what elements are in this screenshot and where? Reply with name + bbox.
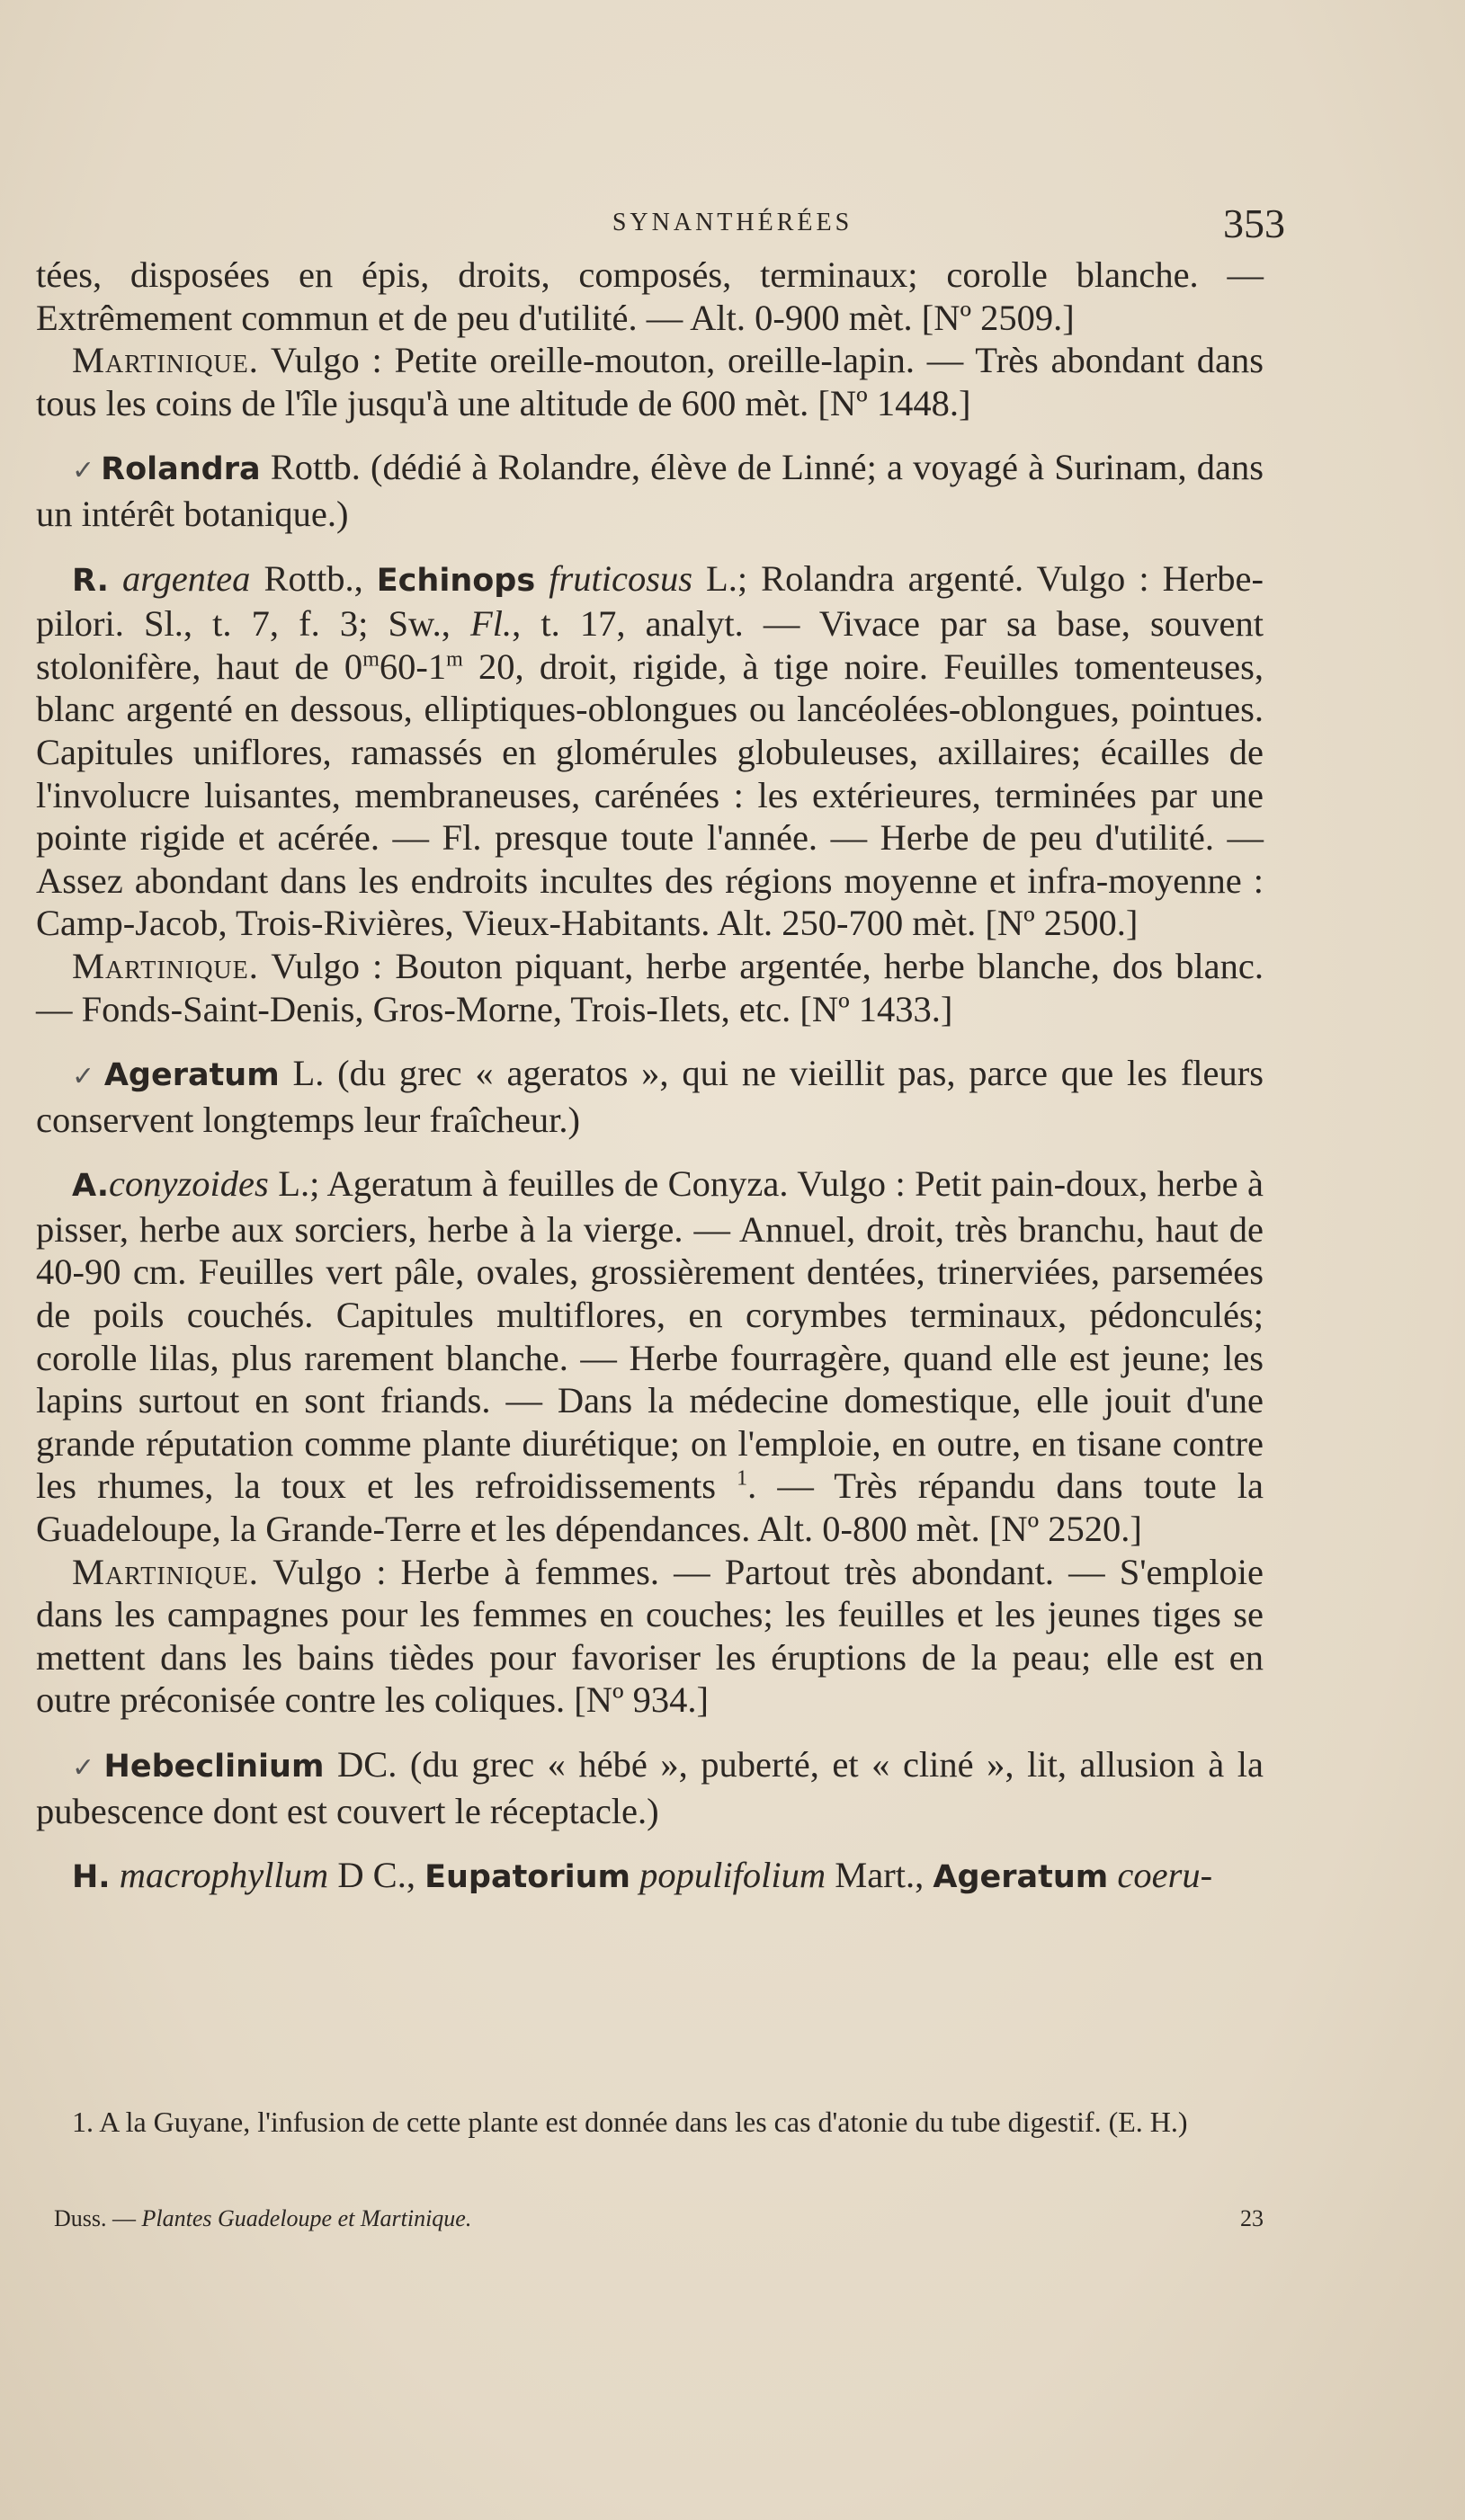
check-mark-icon: ✓ [72, 455, 96, 487]
region-label: Martinique. [72, 340, 259, 381]
body-text [36, 254, 1264, 1900]
running-title: SYNANTHÉRÉES [612, 209, 853, 236]
footnote-ref: 1 [737, 1466, 748, 1491]
footnote-area [36, 2104, 1264, 2140]
paragraph-1: tées, disposées en épis, droits, composés, terminaux; corolle blanche. — Extrêmement commun et de peu d'utilité. — Alt. 0-900 mèt. [Nº 2509.] [36, 254, 1264, 338]
paragraph-martinique-3: Martinique. Vulgo : Herbe à femmes. — Partout très abondant. — S'emploie dans les campagnes pour les femmes en couches; les feuilles et les jeunes tiges se mettent dans les bains tièdes pour favoriser les éruptions de la peau; elle est en outre préconisée contre les coliques. [Nº 934.] [36, 1551, 1264, 1721]
check-mark-icon: ✓ [72, 1061, 99, 1093]
genus-name: Hebeclinium [103, 1749, 325, 1785]
species-rolandra-argentea: R. argentea Rottb., Echinops fruticosus L.; Rolandra argenté. Vulgo : Herbe-pilori. Sl., t. 7, f. 3; Sw., Fl., t. 17, analyt. — Vivace par sa base, souvent stolonifère, haut de 0$^m$60-1$^m$ 20, droit, rigide, à tige noire. Feuilles tomenteuses, blanc argenté en dessous, elliptiques-oblongues ou lancéolées-oblongues, pointues. Capitules uniflores, ramassés en glomérules globuleuses, axillaires; écailles de l'involucre luisantes, membraneuses, carénées : les extérieures, terminées par une pointe rigide et acérée. — Fl. presque toute l'année. — Herbe de peu d'utilité. — Assez abondant dans les endroits incultes des régions moyenne et infra-moyenne : Camp-Jacob, Trois-Rivières, Vieux-Habitants. Alt. 250-700 mèt. [Nº 2500.] [36, 557, 1264, 944]
page-footer [36, 2205, 1264, 2241]
genus-name: Rolandra [101, 451, 261, 488]
genus-name: Ageratum [103, 1057, 280, 1094]
region-label: Martinique. [72, 1551, 259, 1592]
paragraph-martinique-2: Martinique. Vulgo : Bouton piquant, herbe argentée, herbe blanche, dos blanc. — Fonds-Saint-Denis, Gros-Morne, Trois-Ilets, etc. [Nº 1433.] [36, 945, 1264, 1029]
genus-hebeclinium: ✓ Hebeclinium DC. (du grec « hébé », puberté, et « cliné », lit, allusion à la pubescence dont est couvert le réceptacle.) [36, 1744, 1264, 1831]
page-header [0, 200, 1465, 254]
page-number: 353 [1223, 200, 1285, 246]
check-mark-icon: ✓ [72, 1752, 99, 1784]
species-ageratum-conyzoides: A.conyzoides L.; Ageratum à feuilles de Conyza. Vulgo : Petit pain-doux, herbe à pisser, herbe aux sorciers, herbe à la vierge. — Annuel, droit, très branchu, haut de 40-90 cm. Feuilles vert pâle, ovales, grossièrement dentées, trinerviées, parsemées de poils couchés. Capitules multiflores, en corymbes terminaux, pédonculés; corolle lilas, plus rarement blanche. — Herbe fourragère, quand elle est jeune; les lapins surtout en sont friands. — Dans la médecine domestique, elle jouit d'une grande réputation comme plante diurétique; on l'emploie, en outre, en tisane contre les rhumes, la toux et les refroidissements $^1$. — Très répandu dans toute la Guadeloupe, la Grande-Terre et les dépendances. Alt. 0-800 mèt. [Nº 2520.] [36, 1163, 1264, 1550]
species-hebeclinium-macrophyllum: H. macrophyllum D C., Eupatorium populifolium Mart., Ageratum coeru- [72, 1855, 1213, 1896]
genus-rolandra: ✓ Rolandra Rottb. (dédié à Rolandre, élève de Linné; a voyagé à Surinam, dans un intérêt botanique.) [36, 447, 1264, 534]
footnote: 1. A la Guyane, l'infusion de cette plante est donnée dans les cas d'atonie du tube digestif. (E. H.) [72, 2106, 1188, 2138]
footer-signature: Duss. — Plantes Guadeloupe et Martinique. [54, 2205, 472, 2231]
genus-ageratum: ✓ Ageratum L. (du grec « ageratos », qui ne vieillit pas, parce que les fleurs conservent longtemps leur fraîcheur.) [36, 1053, 1264, 1140]
signature-mark: 23 [1240, 2205, 1264, 2231]
paragraph-martinique-1: Martinique. Vulgo : Petite oreille-mouton, oreille-lapin. — Très abondant dans tous les coins de l'île jusqu'à une altitude de 600 mèt. [Nº 1448.] [36, 340, 1264, 423]
region-label: Martinique. [72, 945, 259, 986]
